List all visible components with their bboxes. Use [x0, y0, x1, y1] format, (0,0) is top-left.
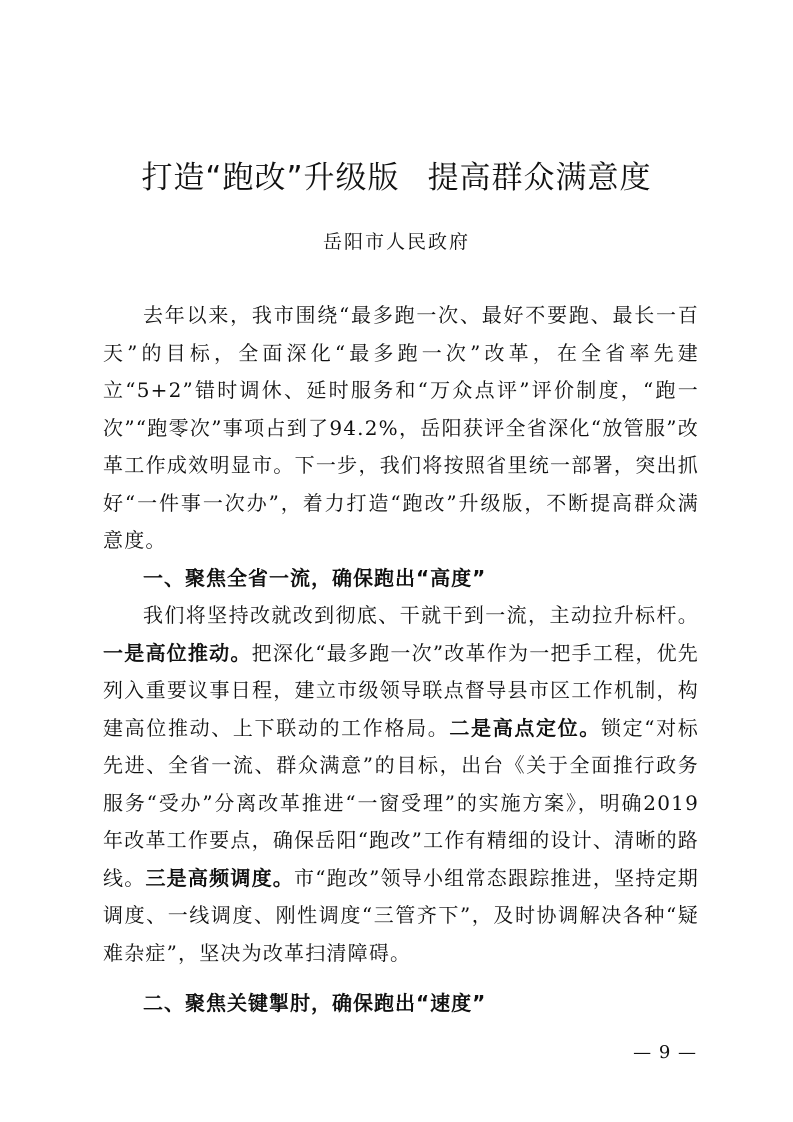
point-2-text: 锁定“对标先进、全省一流、群众满意”的目标，出台《关于全面推行政务服务“受办”分离改革推进“一窗受理”的实施方案》，明确2019年改革工作要点，确保岳阳“跑改”工作有精细的设计、清晰的路线。: [103, 715, 699, 890]
section-1-heading: 一、聚焦全省一流，确保跑出“高度”: [143, 565, 487, 590]
section-1-paragraph: [103, 597, 699, 972]
page-number: — 9 —: [633, 1042, 697, 1063]
point-2-label: 二是高点定位。: [449, 715, 601, 740]
point-3-text: 市“跑改”领导小组常态跟踪推进，坚持定期调度、一线调度、刚性调度“三管齐下”，及时协调解决各种“疑难杂症”，坚决为改革扫清障碍。: [103, 865, 699, 965]
intro-paragraph: 去年以来，我市围绕“最多跑一次、最好不要跑、最长一百天”的目标，全面深化“最多跑一次”改革，在全省率先建立“5+2”错时调休、延时服务和“万众点评”评价制度，“跑一次”“跑零次”事项占到了94.2%，岳阳获评全省深化“放管服”改革工作成效明显市。下一步，我们将按照省里统一部署，突出抓好“一件事一次办”，着力打造“跑改”升级版，不断提高群众满意度。: [103, 303, 699, 552]
document-body: [103, 297, 699, 1023]
title-part-1: 打造“跑改”升级版: [141, 160, 400, 196]
section-2-heading: 二、聚焦关键掣肘，确保跑出“速度”: [143, 991, 487, 1015]
section-1-lead: 我们将坚持改就改到彻底、干就干到一流，主动拉升标杆。: [143, 603, 699, 627]
document-title: [0, 152, 793, 197]
point-3-label: 三是高频调度。: [145, 865, 295, 890]
point-1-label: 一是高位推动。: [103, 640, 252, 665]
document-author: 岳阳市人民政府: [322, 231, 470, 253]
title-part-2: 提高群众满意度: [427, 160, 652, 196]
point-1-text: 把深化“最多跑一次”改革作为一把手工程，优先列入重要议事日程，建立市级领导联点督导县市区工作机制，构建高位推动、上下联动的工作格局。: [103, 640, 699, 740]
